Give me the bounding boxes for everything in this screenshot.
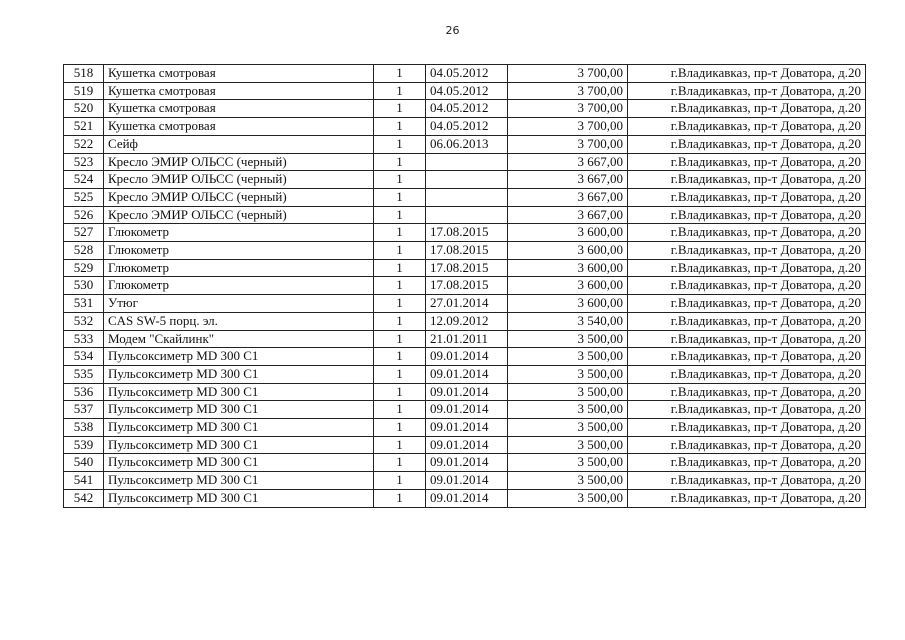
quantity-cell: 1 <box>374 259 426 277</box>
table-row <box>64 383 866 401</box>
row-number-cell: 525 <box>64 188 104 206</box>
date-cell: 27.01.2014 <box>426 295 508 313</box>
table-row <box>64 65 866 83</box>
table-row <box>64 436 866 454</box>
table-row <box>64 348 866 366</box>
address-cell: г.Владикавказ, пр-т Доватора, д.20 <box>628 436 866 454</box>
price-cell: 3 600,00 <box>508 259 628 277</box>
price-cell: 3 500,00 <box>508 454 628 472</box>
row-number-cell: 538 <box>64 419 104 437</box>
date-cell: 04.05.2012 <box>426 82 508 100</box>
table-row <box>64 135 866 153</box>
quantity-cell: 1 <box>374 295 426 313</box>
price-cell: 3 700,00 <box>508 65 628 83</box>
price-cell: 3 700,00 <box>508 100 628 118</box>
item-name-cell: Пульсоксиметр MD 300 C1 <box>104 383 374 401</box>
page-number: 26 <box>445 24 460 37</box>
date-cell: 04.05.2012 <box>426 65 508 83</box>
row-number-cell: 542 <box>64 489 104 507</box>
price-cell: 3 667,00 <box>508 188 628 206</box>
table-row <box>64 171 866 189</box>
price-cell: 3 500,00 <box>508 489 628 507</box>
item-name-cell: Глюкометр <box>104 242 374 260</box>
date-cell: 17.08.2015 <box>426 242 508 260</box>
table-row <box>64 454 866 472</box>
date-cell: 06.06.2013 <box>426 135 508 153</box>
quantity-cell: 1 <box>374 401 426 419</box>
row-number-cell: 541 <box>64 472 104 490</box>
quantity-cell: 1 <box>374 65 426 83</box>
date-cell: 09.01.2014 <box>426 436 508 454</box>
address-cell: г.Владикавказ, пр-т Доватора, д.20 <box>628 242 866 260</box>
row-number-cell: 536 <box>64 383 104 401</box>
item-name-cell: Пульсоксиметр MD 300 C1 <box>104 419 374 437</box>
address-cell: г.Владикавказ, пр-т Доватора, д.20 <box>628 472 866 490</box>
price-cell: 3 500,00 <box>508 330 628 348</box>
price-cell: 3 500,00 <box>508 383 628 401</box>
address-cell: г.Владикавказ, пр-т Доватора, д.20 <box>628 188 866 206</box>
address-cell: г.Владикавказ, пр-т Доватора, д.20 <box>628 171 866 189</box>
date-cell: 09.01.2014 <box>426 401 508 419</box>
address-cell: г.Владикавказ, пр-т Доватора, д.20 <box>628 277 866 295</box>
table-row <box>64 118 866 136</box>
item-name-cell: Пульсоксиметр MD 300 C1 <box>104 436 374 454</box>
item-name-cell: Глюкометр <box>104 224 374 242</box>
date-cell: 09.01.2014 <box>426 454 508 472</box>
quantity-cell: 1 <box>374 242 426 260</box>
address-cell: г.Владикавказ, пр-т Доватора, д.20 <box>628 419 866 437</box>
item-name-cell: Сейф <box>104 135 374 153</box>
quantity-cell: 1 <box>374 206 426 224</box>
quantity-cell: 1 <box>374 348 426 366</box>
date-cell <box>426 171 508 189</box>
item-name-cell: Пульсоксиметр MD 300 C1 <box>104 348 374 366</box>
date-cell: 09.01.2014 <box>426 348 508 366</box>
price-cell: 3 500,00 <box>508 401 628 419</box>
row-number-cell: 533 <box>64 330 104 348</box>
address-cell: г.Владикавказ, пр-т Доватора, д.20 <box>628 383 866 401</box>
inventory-table-body <box>64 65 866 508</box>
row-number-cell: 523 <box>64 153 104 171</box>
address-cell: г.Владикавказ, пр-т Доватора, д.20 <box>628 365 866 383</box>
price-cell: 3 600,00 <box>508 295 628 313</box>
price-cell: 3 700,00 <box>508 118 628 136</box>
date-cell <box>426 153 508 171</box>
quantity-cell: 1 <box>374 383 426 401</box>
address-cell: г.Владикавказ, пр-т Доватора, д.20 <box>628 348 866 366</box>
table-row <box>64 82 866 100</box>
date-cell <box>426 188 508 206</box>
date-cell: 09.01.2014 <box>426 472 508 490</box>
row-number-cell: 528 <box>64 242 104 260</box>
inventory-table <box>63 64 866 508</box>
address-cell: г.Владикавказ, пр-т Доватора, д.20 <box>628 135 866 153</box>
address-cell: г.Владикавказ, пр-т Доватора, д.20 <box>628 82 866 100</box>
table-row <box>64 206 866 224</box>
address-cell: г.Владикавказ, пр-т Доватора, д.20 <box>628 224 866 242</box>
date-cell <box>426 206 508 224</box>
item-name-cell: Пульсоксиметр MD 300 C1 <box>104 472 374 490</box>
address-cell: г.Владикавказ, пр-т Доватора, д.20 <box>628 259 866 277</box>
address-cell: г.Владикавказ, пр-т Доватора, д.20 <box>628 295 866 313</box>
quantity-cell: 1 <box>374 312 426 330</box>
table-row <box>64 365 866 383</box>
price-cell: 3 667,00 <box>508 171 628 189</box>
row-number-cell: 522 <box>64 135 104 153</box>
item-name-cell: Кушетка смотровая <box>104 100 374 118</box>
item-name-cell: Глюкометр <box>104 277 374 295</box>
price-cell: 3 500,00 <box>508 436 628 454</box>
address-cell: г.Владикавказ, пр-т Доватора, д.20 <box>628 100 866 118</box>
date-cell: 09.01.2014 <box>426 383 508 401</box>
table-row <box>64 330 866 348</box>
row-number-cell: 532 <box>64 312 104 330</box>
address-cell: г.Владикавказ, пр-т Доватора, д.20 <box>628 65 866 83</box>
date-cell: 12.09.2012 <box>426 312 508 330</box>
date-cell: 17.08.2015 <box>426 224 508 242</box>
table-row <box>64 188 866 206</box>
price-cell: 3 700,00 <box>508 135 628 153</box>
item-name-cell: Кресло ЭМИР ОЛЬСС (черный) <box>104 188 374 206</box>
price-cell: 3 500,00 <box>508 365 628 383</box>
row-number-cell: 527 <box>64 224 104 242</box>
price-cell: 3 600,00 <box>508 224 628 242</box>
quantity-cell: 1 <box>374 188 426 206</box>
table-row <box>64 153 866 171</box>
row-number-cell: 520 <box>64 100 104 118</box>
item-name-cell: Глюкометр <box>104 259 374 277</box>
item-name-cell: Модем "Скайлинк" <box>104 330 374 348</box>
quantity-cell: 1 <box>374 330 426 348</box>
table-row <box>64 242 866 260</box>
row-number-cell: 537 <box>64 401 104 419</box>
row-number-cell: 540 <box>64 454 104 472</box>
price-cell: 3 500,00 <box>508 472 628 490</box>
table-row <box>64 224 866 242</box>
table-row <box>64 312 866 330</box>
quantity-cell: 1 <box>374 277 426 295</box>
quantity-cell: 1 <box>374 135 426 153</box>
item-name-cell: Кресло ЭМИР ОЛЬСС (черный) <box>104 206 374 224</box>
address-cell: г.Владикавказ, пр-т Доватора, д.20 <box>628 401 866 419</box>
quantity-cell: 1 <box>374 365 426 383</box>
price-cell: 3 600,00 <box>508 242 628 260</box>
quantity-cell: 1 <box>374 171 426 189</box>
row-number-cell: 529 <box>64 259 104 277</box>
item-name-cell: Кресло ЭМИР ОЛЬСС (черный) <box>104 171 374 189</box>
quantity-cell: 1 <box>374 82 426 100</box>
row-number-cell: 535 <box>64 365 104 383</box>
row-number-cell: 519 <box>64 82 104 100</box>
address-cell: г.Владикавказ, пр-т Доватора, д.20 <box>628 454 866 472</box>
address-cell: г.Владикавказ, пр-т Доватора, д.20 <box>628 153 866 171</box>
item-name-cell: Кушетка смотровая <box>104 65 374 83</box>
table-row <box>64 401 866 419</box>
date-cell: 21.01.2011 <box>426 330 508 348</box>
item-name-cell: Кресло ЭМИР ОЛЬСС (черный) <box>104 153 374 171</box>
quantity-cell: 1 <box>374 419 426 437</box>
quantity-cell: 1 <box>374 472 426 490</box>
table-row <box>64 277 866 295</box>
date-cell: 17.08.2015 <box>426 277 508 295</box>
quantity-cell: 1 <box>374 436 426 454</box>
price-cell: 3 500,00 <box>508 419 628 437</box>
row-number-cell: 531 <box>64 295 104 313</box>
item-name-cell: Кушетка смотровая <box>104 118 374 136</box>
date-cell: 04.05.2012 <box>426 100 508 118</box>
date-cell: 04.05.2012 <box>426 118 508 136</box>
price-cell: 3 540,00 <box>508 312 628 330</box>
price-cell: 3 700,00 <box>508 82 628 100</box>
table-row <box>64 489 866 507</box>
item-name-cell: Пульсоксиметр MD 300 C1 <box>104 489 374 507</box>
quantity-cell: 1 <box>374 224 426 242</box>
quantity-cell: 1 <box>374 118 426 136</box>
row-number-cell: 530 <box>64 277 104 295</box>
quantity-cell: 1 <box>374 489 426 507</box>
table-row <box>64 100 866 118</box>
date-cell: 09.01.2014 <box>426 489 508 507</box>
quantity-cell: 1 <box>374 454 426 472</box>
item-name-cell: Утюг <box>104 295 374 313</box>
price-cell: 3 600,00 <box>508 277 628 295</box>
item-name-cell: Пульсоксиметр MD 300 C1 <box>104 454 374 472</box>
price-cell: 3 667,00 <box>508 153 628 171</box>
row-number-cell: 534 <box>64 348 104 366</box>
table-row <box>64 419 866 437</box>
row-number-cell: 524 <box>64 171 104 189</box>
row-number-cell: 521 <box>64 118 104 136</box>
date-cell: 17.08.2015 <box>426 259 508 277</box>
item-name-cell: Кушетка смотровая <box>104 82 374 100</box>
table-row <box>64 259 866 277</box>
date-cell: 09.01.2014 <box>426 365 508 383</box>
quantity-cell: 1 <box>374 100 426 118</box>
item-name-cell: Пульсоксиметр MD 300 C1 <box>104 365 374 383</box>
address-cell: г.Владикавказ, пр-т Доватора, д.20 <box>628 312 866 330</box>
address-cell: г.Владикавказ, пр-т Доватора, д.20 <box>628 330 866 348</box>
price-cell: 3 500,00 <box>508 348 628 366</box>
quantity-cell: 1 <box>374 153 426 171</box>
item-name-cell: Пульсоксиметр MD 300 C1 <box>104 401 374 419</box>
row-number-cell: 539 <box>64 436 104 454</box>
table-row <box>64 295 866 313</box>
date-cell: 09.01.2014 <box>426 419 508 437</box>
address-cell: г.Владикавказ, пр-т Доватора, д.20 <box>628 206 866 224</box>
price-cell: 3 667,00 <box>508 206 628 224</box>
table-row <box>64 472 866 490</box>
address-cell: г.Владикавказ, пр-т Доватора, д.20 <box>628 118 866 136</box>
row-number-cell: 526 <box>64 206 104 224</box>
row-number-cell: 518 <box>64 65 104 83</box>
address-cell: г.Владикавказ, пр-т Доватора, д.20 <box>628 489 866 507</box>
item-name-cell: CAS SW-5 порц. эл. <box>104 312 374 330</box>
